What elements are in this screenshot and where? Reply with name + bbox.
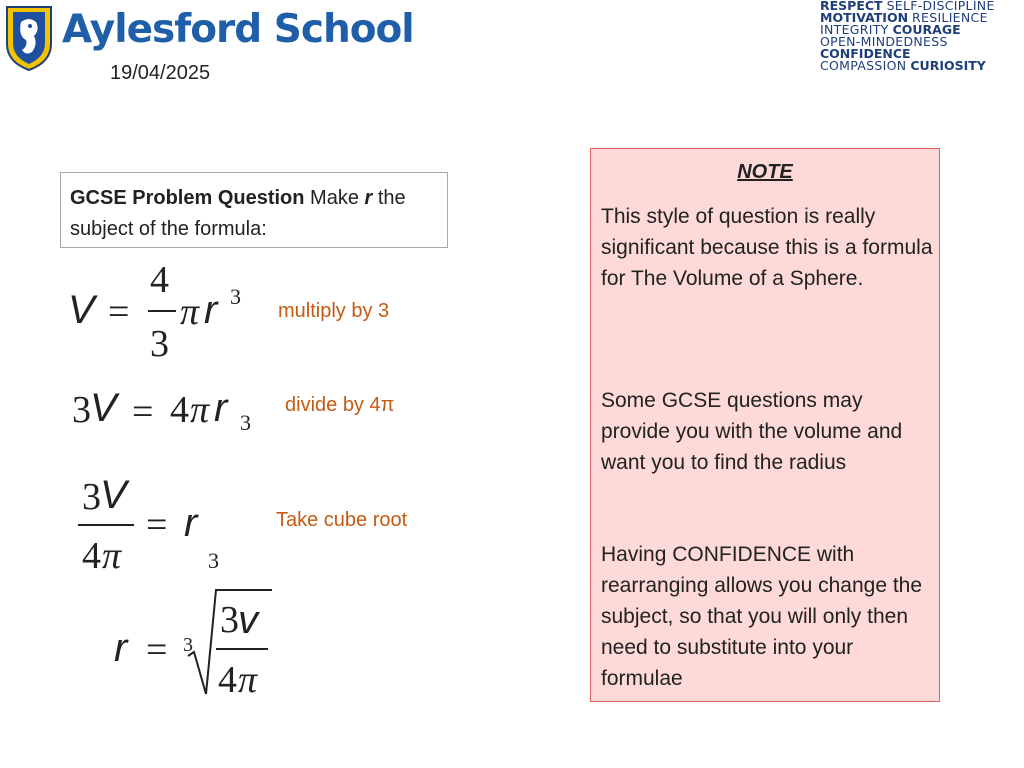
step-take-cube-root: Take cube root (276, 509, 408, 531)
step-divide-by-4pi: divide by 4π (285, 394, 395, 416)
note-title: NOTE (737, 161, 793, 183)
slide-date: 19/04/2025 (110, 62, 211, 84)
note-paragraph-2: Some GCSE questions may provide you with the volume and want you to find the radius (601, 389, 903, 474)
step-multiply-by-3: multiply by 3 (278, 300, 390, 322)
school-name: Aylesford School (62, 7, 414, 52)
equation-step-3: 3 V 4 π = r 3 (0, 52, 1024, 78)
question-box: GCSE Problem Question Make r the subject of the formula: (60, 172, 448, 248)
equation-volume-sphere: V = 4 3 π r 3 (68, 259, 241, 365)
equation-step-2: 3 V = 4 π r 3 (72, 386, 251, 435)
note-box (590, 148, 940, 702)
school-values-logo: RESPECT SELF-DISCIPLINE MOTIVATION RESILIENCE INTEGRITY COURAGE OPEN-MINDEDNESS CONFIDENCE COMPASSION CURIOSITY (820, 0, 995, 73)
school-crest-logo (4, 4, 54, 77)
note-paragraph-3: Having CONFIDENCE with rearranging allows you change the subject, so that you will only then need to substitute into your formulae (601, 543, 923, 690)
note-paragraph-1: This style of question is really significant because this is a formula for The Volume of a Sphere. (601, 205, 933, 290)
